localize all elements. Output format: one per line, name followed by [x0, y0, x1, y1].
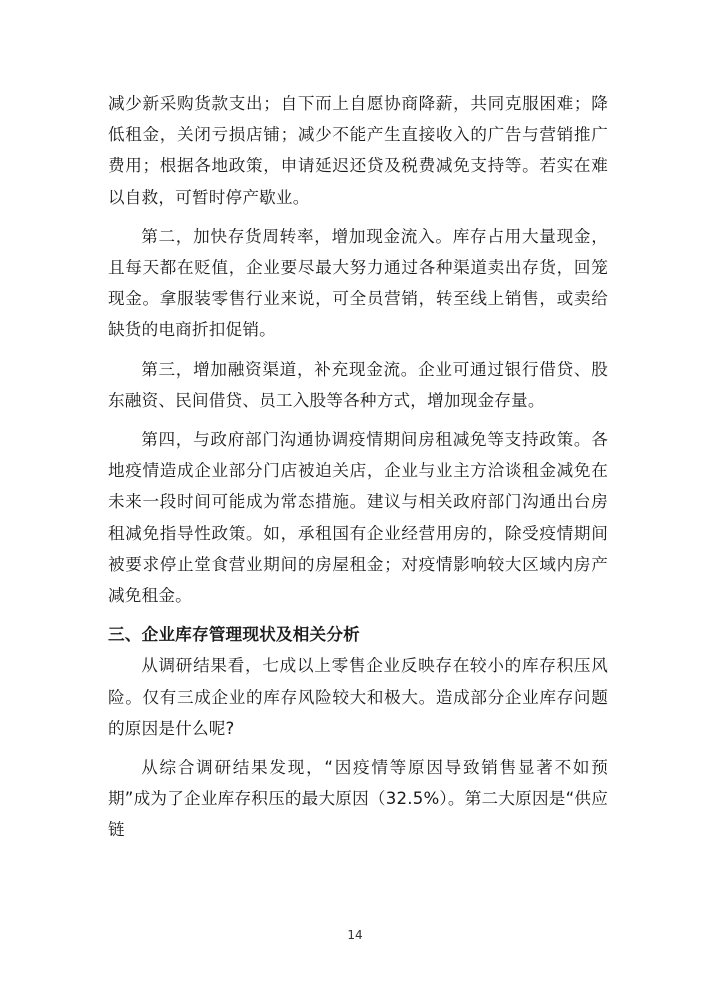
paragraph-survey-results: 从调研结果看，七成以上零售企业反映存在较小的库存积压风险。仅有三成企业的库存风险较大和极大。造成部分企业库存问题的原因是什么呢?	[108, 656, 608, 738]
document-body	[108, 88, 608, 846]
page-number: 14	[347, 928, 363, 942]
paragraph-fourth-measure: 第四，与政府部门沟通协调疫情期间房租减免等支持政策。各地疫情造成企业部分门店被迫关店，企业与业主方洽谈租金减免在未来一段时间可能成为常态措施。建议与相关政府部门沟通出台房租减免指导性政策。如，承租国有企业经营用房的，除受疫情期间被要求停止堂食营业期间的房屋租金；对疫情影响较大区域内房产减免租金。	[108, 430, 608, 606]
paragraph-continuation: 减少新采购货款支出；自下而上自愿协商降薪，共同克服困难；降低租金，关闭亏损店铺；减少不能产生直接收入的广告与营销推广费用；根据各地政策，申请延迟还贷及税费减免支持等。若实在难以自救，可暂时停产歇业。	[108, 94, 608, 207]
section-heading: 三、企业库存管理现状及相关分析	[108, 625, 360, 645]
paragraph-second-measure: 第二，加快存货周转率，增加现金流入。库存占用大量现金，且每天都在贬值，企业要尽最大努力通过各种渠道卖出存货，回笼现金。拿服装零售行业来说，可全员营销，转至线上销售，或卖给缺货的电商折扣促销。	[108, 226, 608, 340]
paragraph-survey-findings: 从综合调研结果发现，“因疫情等原因导致销售显著不如预期”成为了企业库存积压的最大原因（32.5%）。第二大原因是“供应链	[108, 758, 608, 840]
paragraph-third-measure: 第三，增加融资渠道，补充现金流。企业可通过银行借贷、股东融资、民间借贷、员工入股等各种方式，增加现金存量。	[108, 359, 608, 410]
